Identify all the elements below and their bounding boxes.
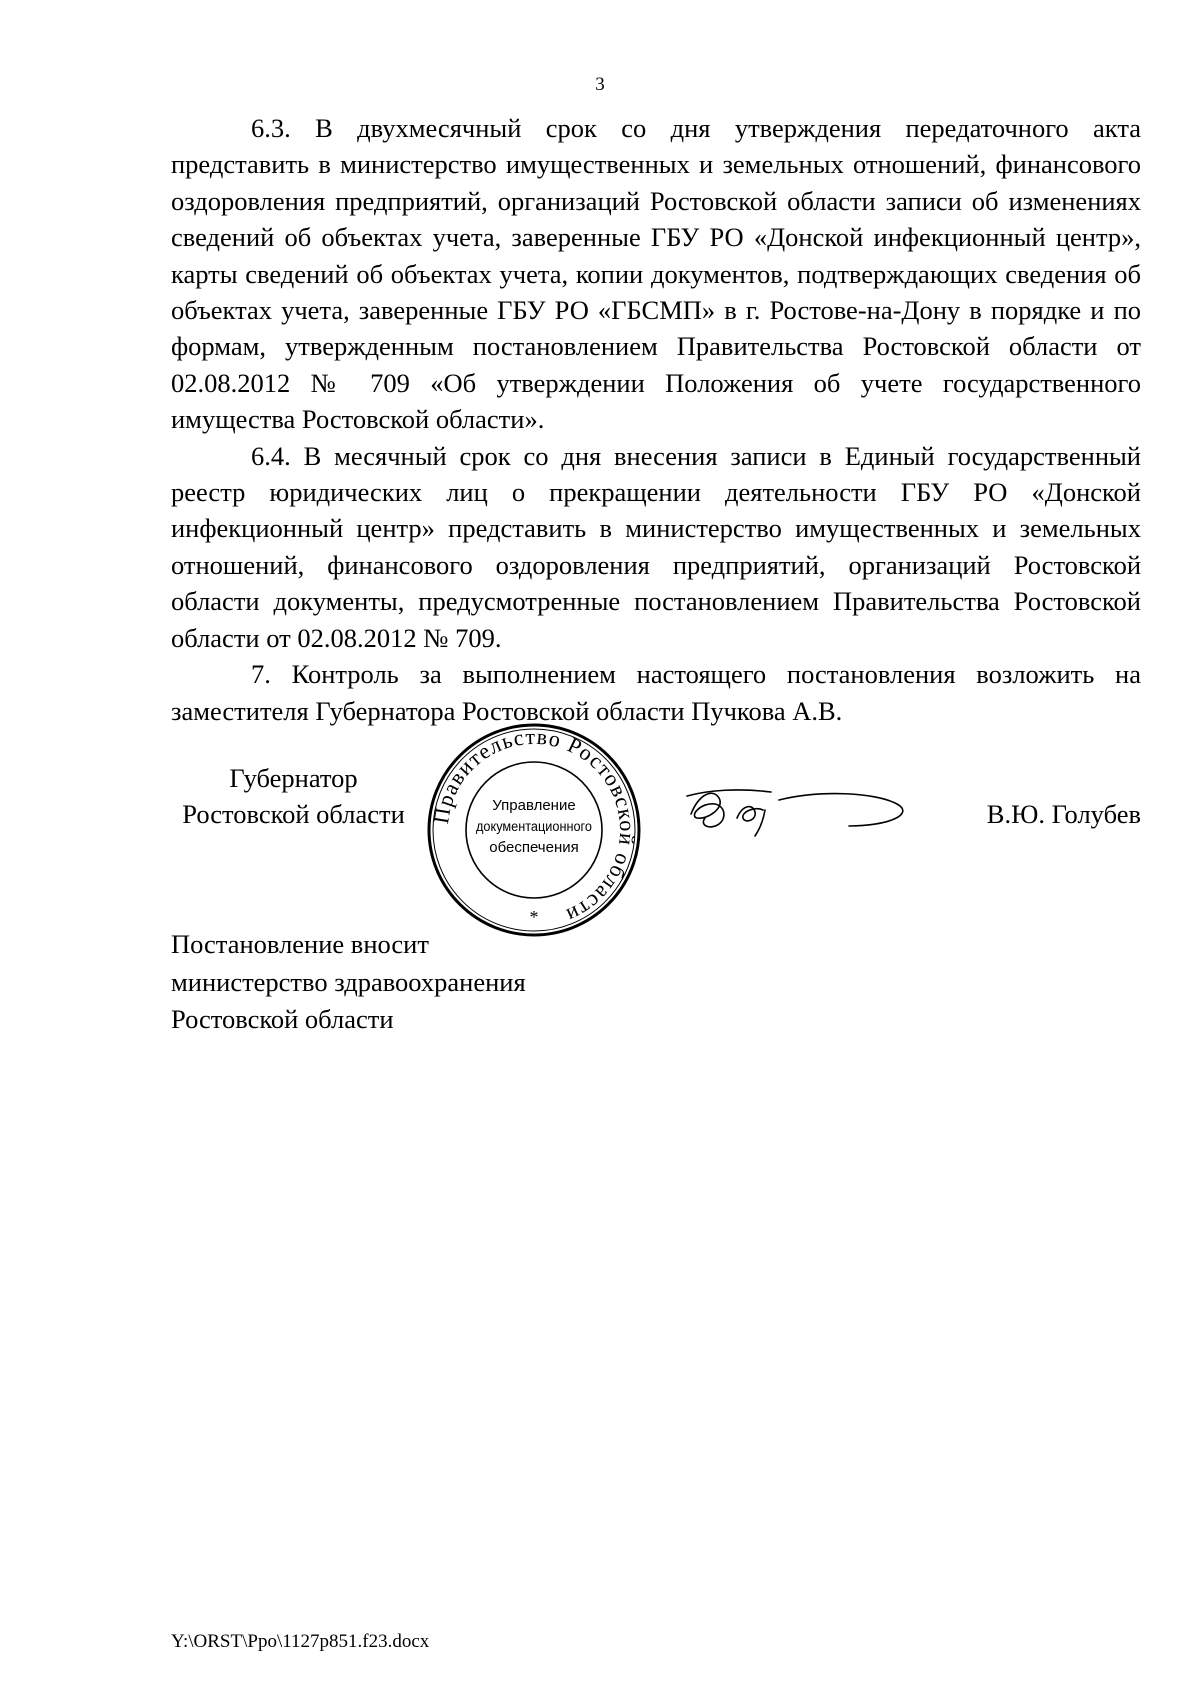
paragraph-6-4: 6.4. В месячный срок со дня внесения записи в Единый государственный реестр юридических лиц о прекращении деятельности ГБУ РО «Донской инфекционный центр» представить в министерство имущественных и земельных отношений, финансового оздоровления предприятий, организаций Ростовской области документы, предусмотренные постановлением Правительства Ростовской области от 02.08.2012 № 709.: [171, 440, 1141, 653]
signatory-position: [171, 760, 416, 832]
seal-inner-line1: Управление: [492, 797, 576, 814]
seal-outer-text: Правительство Ростовской области: [428, 723, 641, 930]
signatory-position-line2: Ростовской области: [182, 799, 405, 829]
page-number: 3: [595, 74, 605, 95]
seal-inner-line2: документационного: [476, 819, 592, 834]
signatory-position-line1: Губернатор: [229, 763, 358, 793]
paragraph-6-3: 6.3. В двухмесячный срок со дня утверждения передаточного акта представить в министерство имущественных и земельных отношений, финансового оздоровления предприятий, организаций Ростовской области записи об изменениях сведений об объектах учета, заверенные ГБУ РО «Донской инфекционный центр», карты сведений об объектах учета, копии документов, подтверждающих сведения об объектах учета, заверенные ГБУ РО «ГБСМП» в г. Ростове-на-Дону в порядке и по формам, утвержденным постановлением Правительства Ростовской области от 02.08.2012 № 709 «Об утверждении Положения об учете государственного имущества Ростовской области».: [171, 113, 1141, 435]
paragraph-7: 7. Контроль за выполнением настоящего постановления возложить на заместителя Губернатора Ростовской области Пучкова А.В.: [171, 659, 1141, 726]
seal-inner-line3: обеспечения: [489, 839, 579, 856]
submitter-line1: Постановление вносит: [171, 929, 429, 959]
handwritten-signature: [679, 774, 919, 844]
submitter-block: [171, 926, 526, 1039]
document-body: [171, 110, 1141, 729]
official-seal: [424, 720, 644, 940]
signatory-name: В.Ю. Голубев: [986, 799, 1141, 829]
seal-star: *: [529, 907, 539, 927]
submitter-line2: министерство здравоохранения: [171, 966, 526, 997]
file-path-footer: Y:\ORST\Ppo\1127p851.f23.docx: [171, 1631, 430, 1652]
submitter-line3: Ростовской области: [171, 1004, 394, 1034]
